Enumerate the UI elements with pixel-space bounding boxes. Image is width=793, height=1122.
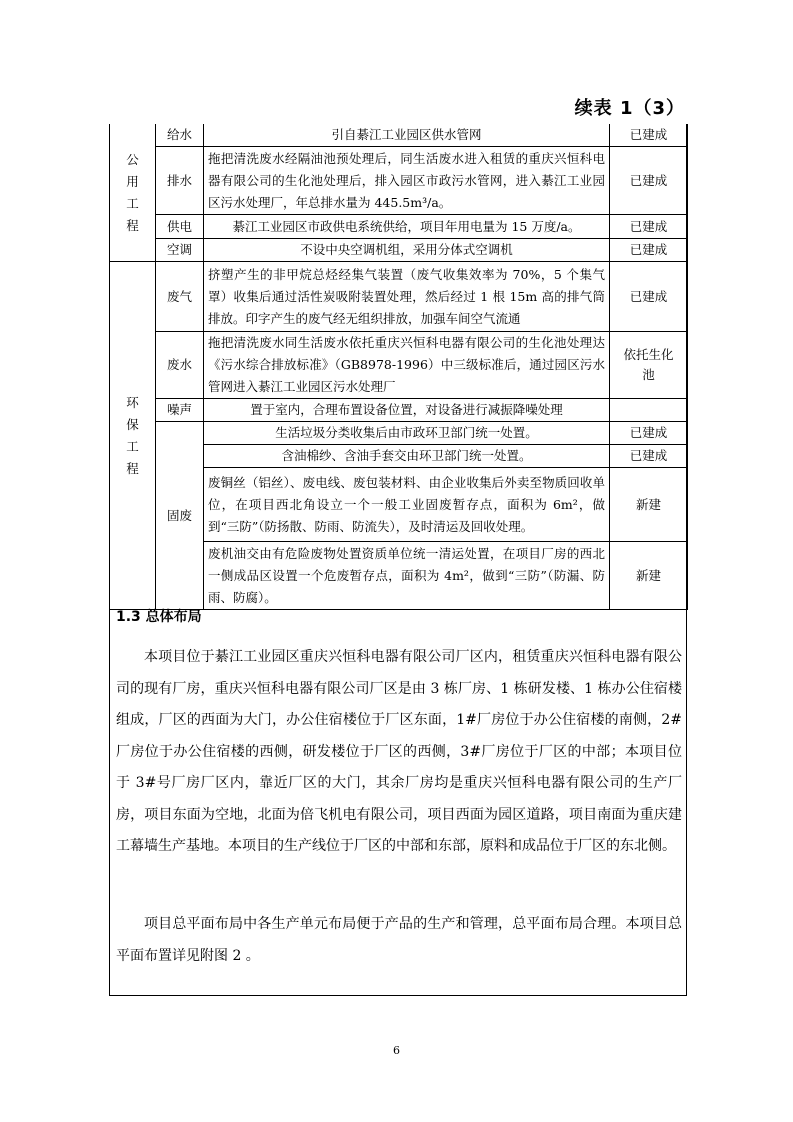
status-cell: 已建成 [610,422,688,445]
measure-content: 含油棉纱、含油手套交由环卫部门统一处置。 [204,445,610,468]
category-environmental-works: 环 保 工 程 [110,262,156,610]
measure-content: 拖把清洗废水经隔油池预处理后，同生活废水进入租赁的重庆兴恒科电器有限公司的生化池处理后，排入园区市政污水管网，进入綦江工业园区污水处理厂，年总排水量为 445.5m³/a。 [204,147,610,215]
measure-content: 生活垃圾分类收集后由市政环卫部门统一处置。 [204,422,610,445]
continued-table-title: 续表 1（3） [574,98,685,119]
table-row [110,262,688,332]
status-cell: 已建成 [610,147,688,215]
measure-content: 拖把清洗废水同生活废水依托重庆兴恒科电器有限公司的生化池处理达《污水综合排放标准》（GB8978-1996）中三级标准后，通过园区污水管网进入綦江工业园区污水处理厂 [204,332,610,399]
table-row [110,147,688,215]
table-row [110,239,688,262]
status-cell: 依托生化池 [610,332,688,399]
status-cell: 已建成 [610,262,688,332]
status-cell [610,399,688,422]
subcategory-label: 噪声 [156,399,204,422]
category-public-works: 公 用 工 程 [110,124,156,262]
page-number: 6 [393,1044,400,1057]
measure-content: 废铜丝（铝丝）、废电线、废包装材料、由企业收集后外卖至物质回收单位，在项目西北角设立一个一般工业固废暂存点，面积为 6m²，做到“三防”（防扬散、防雨、防流失），及时清运及回收处理。 [204,468,610,542]
subcategory-label: 给水 [156,124,204,147]
subcategory-label: 固废 [156,422,204,610]
project-composition-table [109,124,688,610]
subcategory-label: 供电 [156,215,204,239]
subcategory-label: 排水 [156,147,204,215]
table-row [110,332,688,399]
measure-content: 置于室内，合理布置设备位置，对设备进行减振降噪处理 [204,399,610,422]
status-cell: 新建 [610,542,688,610]
status-cell: 已建成 [610,239,688,262]
status-cell: 已建成 [610,215,688,239]
table-row [110,399,688,422]
body-paragraph: 项目总平面布局中各生产单元布局便于产品的生产和管理，总平面布局合理。本项目总平面布置详见附图 2 。 [116,916,682,964]
subcategory-label: 废气 [156,262,204,332]
measure-content: 废机油交由有危险废物处置资质单位统一清运处置，在项目厂房的西北一侧成品区设置一个危废暂存点，面积为 4m²，做到“三防”（防漏、防雨、防腐）。 [204,542,610,610]
measure-content: 綦江工业园区市政供电系统供给，项目年用电量为 15 万度/a。 [204,215,610,239]
subcategory-label: 废水 [156,332,204,399]
body-paragraph: 本项目位于綦江工业园区重庆兴恒科电器有限公司厂区内，租赁重庆兴恒科电器有限公司的现有厂房，重庆兴恒科电器有限公司厂区是由 3 栋厂房、1 栋研发楼、1 栋办公住宿楼组成，厂区的西面为大门，办公住宿楼位于厂区东面，1#厂房位于办公住宿楼的南侧，2#厂房位于办公住宿楼的西侧，研发楼位于厂区的西侧，3#厂房位于厂区的中部；本项目位于 3#号厂房厂区内，靠近厂区的大门，其余厂房均是重庆兴恒科电器有限公司的生产厂房，项目东面为空地，北面为倍飞机电有限公司，项目西面为园区道路，项目南面为重庆建工幕墙生产基地。本项目的生产线位于厂区的中部和东部，原料和成品位于厂区的东北侧。 [116,649,682,854]
status-cell: 新建 [610,468,688,542]
table-row [110,422,688,445]
table-row [110,215,688,239]
measure-content: 挤塑产生的非甲烷总烃经集气装置（废气收集效率为 70%，5 个集气罩）收集后通过活性炭吸附装置处理，然后经过 1 根 15m 高的排气筒排放。印字产生的废气经无组织排放，加强车间空气流通 [204,262,610,332]
measure-content: 不设中央空调机组，采用分体式空调机 [204,239,610,262]
status-cell: 已建成 [610,445,688,468]
measure-content: 引自綦江工业园区供水管网 [204,124,610,147]
section-heading: 1.3 总体布局 [116,609,202,625]
status-cell: 已建成 [610,124,688,147]
table-row [110,124,688,147]
subcategory-label: 空调 [156,239,204,262]
